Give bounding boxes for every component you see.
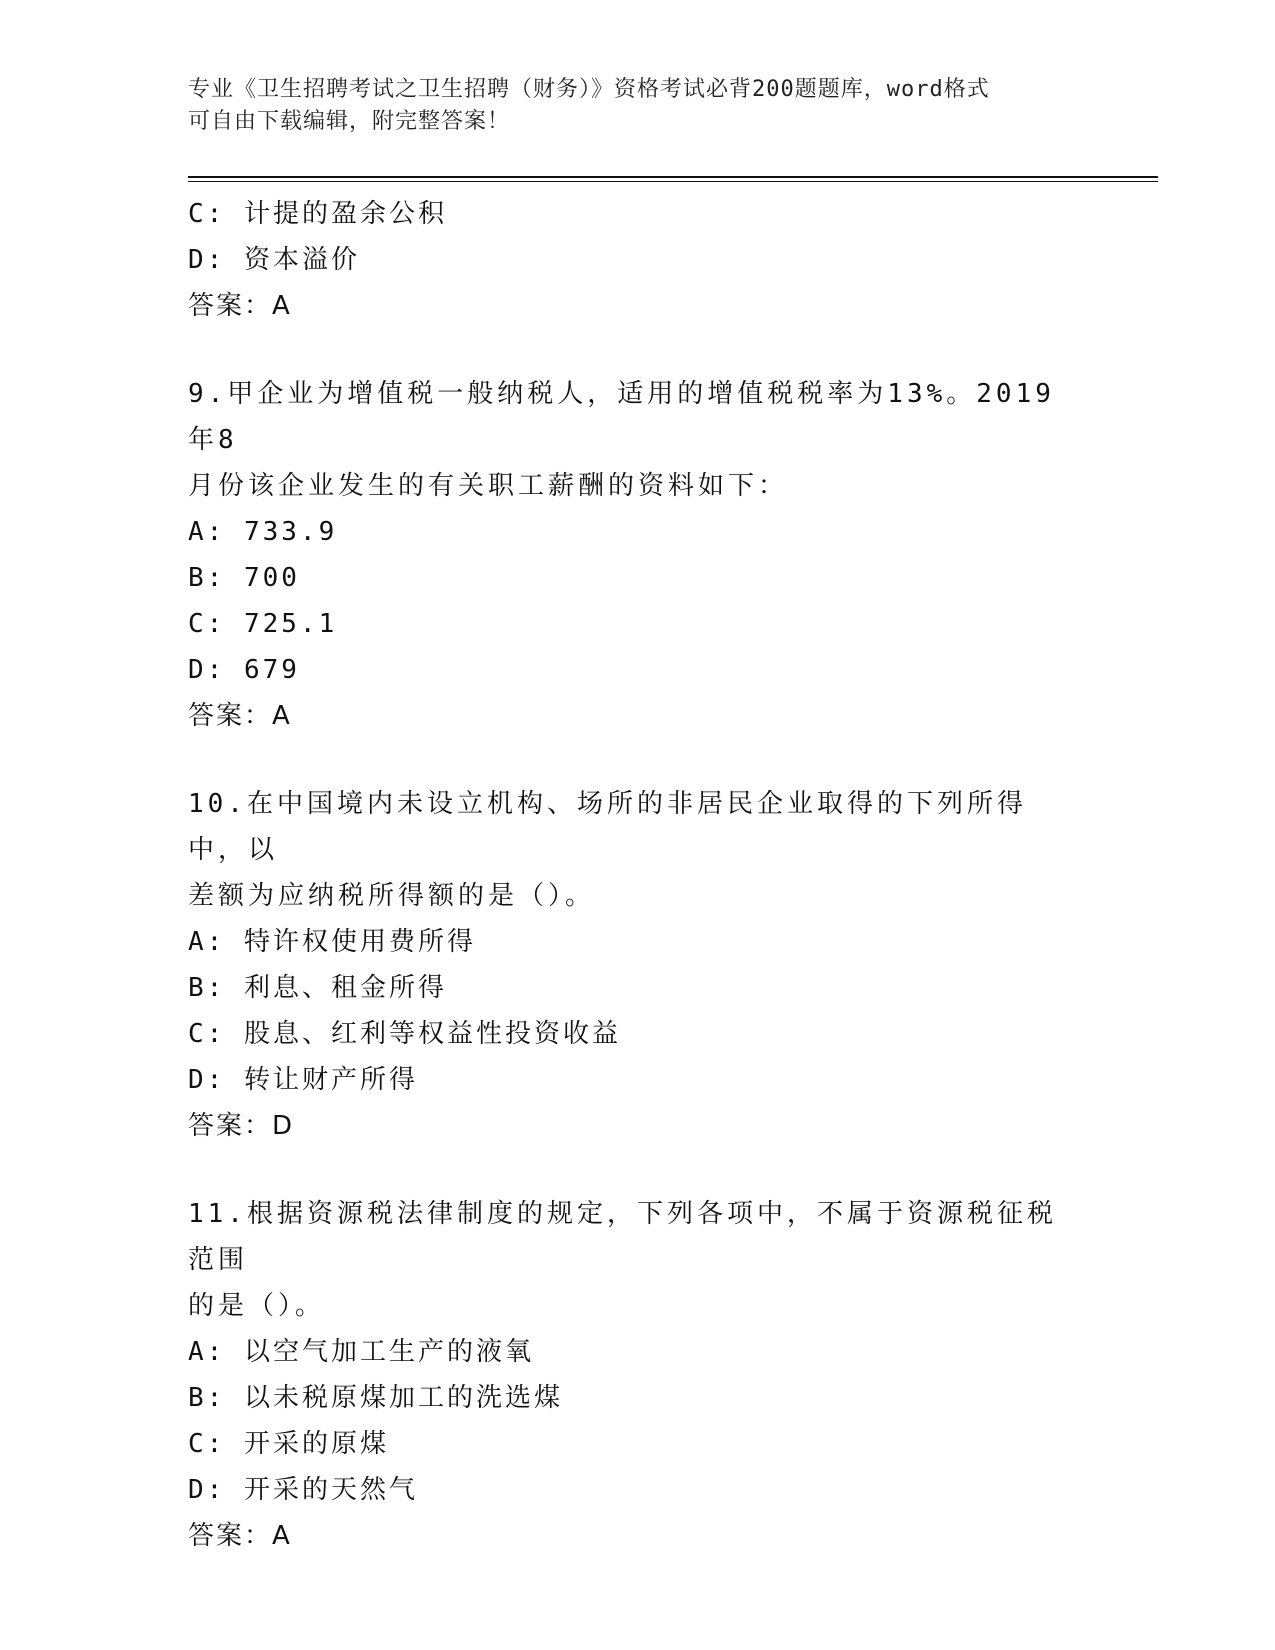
answer-line: 答案：A [188, 291, 292, 321]
header-divider-thick [188, 176, 1158, 178]
answer-line: 答案：A [188, 701, 292, 731]
option-a: A: 特许权使用费所得 [188, 927, 476, 957]
question-text-line-1: 10.在中国境内未设立机构、场所的非居民企业取得的下列所得中，以 [188, 789, 1027, 865]
answer-line: 答案：A [188, 1521, 292, 1551]
option-c: C: 股息、红利等权益性投资收益 [188, 1019, 621, 1049]
previous-question-tail [188, 191, 1088, 329]
option-b: B: 700 [188, 563, 300, 593]
question-content [188, 191, 1088, 1559]
option-d: D: 资本溢价 [188, 245, 360, 275]
option-c: C: 计提的盈余公积 [188, 199, 447, 229]
option-a: A: 以空气加工生产的液氧 [188, 1337, 534, 1367]
option-d: D: 转让财产所得 [188, 1065, 418, 1095]
header-line-1: 专业《卫生招聘考试之卫生招聘（财务）》资格考试必背200题题库，word格式 [188, 77, 990, 102]
spacer [188, 329, 1088, 371]
question-text-line-2: 差额为应纳税所得额的是（）。 [188, 881, 596, 911]
question-text-line-1: 11.根据资源税法律制度的规定，下列各项中，不属于资源税征税范围 [188, 1199, 1057, 1275]
question-10 [188, 781, 1088, 1149]
option-b: B: 以未税原煤加工的洗选煤 [188, 1383, 563, 1413]
header-divider-thin [188, 181, 1158, 182]
question-11 [188, 1191, 1088, 1559]
question-text-line-2: 月份该企业发生的有关职工薪酬的资料如下： [188, 471, 789, 501]
spacer [188, 1149, 1088, 1191]
question-9 [188, 371, 1088, 739]
option-a: A: 733.9 [188, 517, 338, 547]
option-b: B: 利息、租金所得 [188, 973, 447, 1003]
option-c: C: 725.1 [188, 609, 338, 639]
option-c: C: 开采的原煤 [188, 1429, 389, 1459]
answer-line: 答案：D [188, 1111, 295, 1141]
option-d: D: 679 [188, 655, 300, 685]
page-header [188, 74, 1068, 138]
option-d: D: 开采的天然气 [188, 1475, 418, 1505]
spacer [188, 739, 1088, 781]
question-text-line-2: 的是（）。 [188, 1291, 326, 1321]
header-line-2: 可自由下载编辑，附完整答案！ [188, 109, 511, 134]
question-text-line-1: 9.甲企业为增值税一般纳税人，适用的增值税税率为13%。2019年8 [188, 379, 1055, 455]
